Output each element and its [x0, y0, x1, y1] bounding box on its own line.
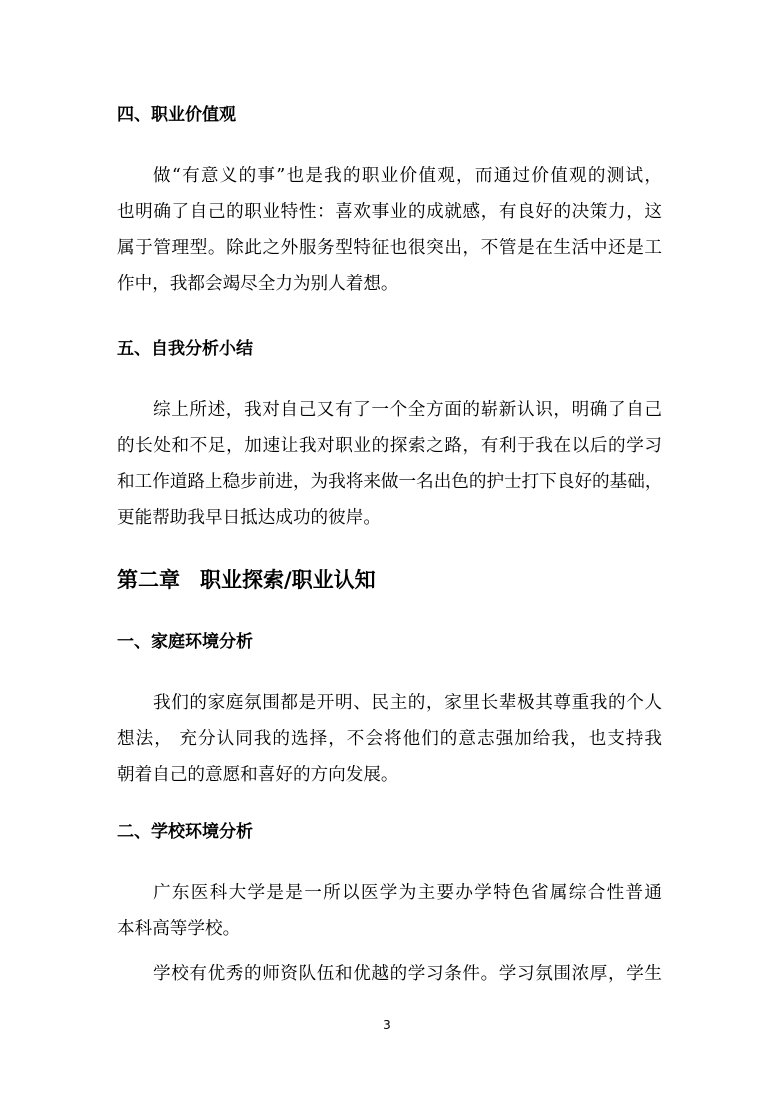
paragraph-line: 学校有优秀的师资队伍和优越的学习条件。学习氛围浓厚，学生: [153, 964, 662, 984]
paragraph-self-analysis-summary: [117, 392, 662, 536]
paragraph-line: 本科高等学校。: [117, 919, 241, 939]
paragraph-school-conditions: [117, 956, 662, 992]
chapter-number: 第二章: [117, 568, 180, 592]
paragraph-line: 综上所述，我对自己又有了一个全方面的崭新认识，明确了自己: [153, 400, 662, 420]
paragraph-line: 朝着自己的意愿和喜好的方向发展。: [117, 765, 399, 785]
paragraph-line: 做“有意义的事”也是我的职业价值观，而通过价值观的测试，: [153, 166, 662, 186]
paragraph-school-intro: [117, 875, 662, 947]
section-heading-self-analysis-summary: 五、自我分析小结: [117, 339, 253, 359]
paragraph-line: 和工作道路上稳步前进，为我将来做一名出色的护士打下良好的基础，: [117, 472, 663, 492]
section-heading-school-environment: 二、学校环境分析: [117, 822, 253, 842]
paragraph-family-environment: [117, 685, 662, 793]
paragraph-line: 我们的家庭氛围都是开明、民主的，家里长辈极其尊重我的个人: [153, 693, 662, 713]
paragraph-line: 广东医科大学是是一所以医学为主要办学特色省属综合性普通: [153, 883, 662, 903]
section-heading-career-values: 四、职业价值观: [117, 105, 236, 125]
paragraph-line: 想法， 充分认同我的选择，不会将他们的意志强加给我，也支持我: [117, 729, 662, 749]
paragraph-career-values: [117, 158, 662, 302]
paragraph-line: 属于管理型。除此之外服务型特征也很突出，不管是在生活中还是工: [117, 238, 662, 258]
chapter-heading: [117, 566, 376, 594]
paragraph-line: 作中，我都会竭尽全力为别人着想。: [117, 274, 399, 294]
paragraph-line: 也明确了自己的职业特性：喜欢事业的成就感，有良好的决策力，这: [117, 202, 662, 222]
paragraph-line: 更能帮助我早日抵达成功的彼岸。: [117, 508, 381, 528]
section-heading-family-environment: 一、家庭环境分析: [117, 632, 253, 652]
page-number: 3: [383, 1018, 391, 1032]
paragraph-line: 的长处和不足，加速让我对职业的探索之路，有利于我在以后的学习: [117, 436, 662, 456]
chapter-title: 职业探索/职业认知: [200, 568, 376, 592]
